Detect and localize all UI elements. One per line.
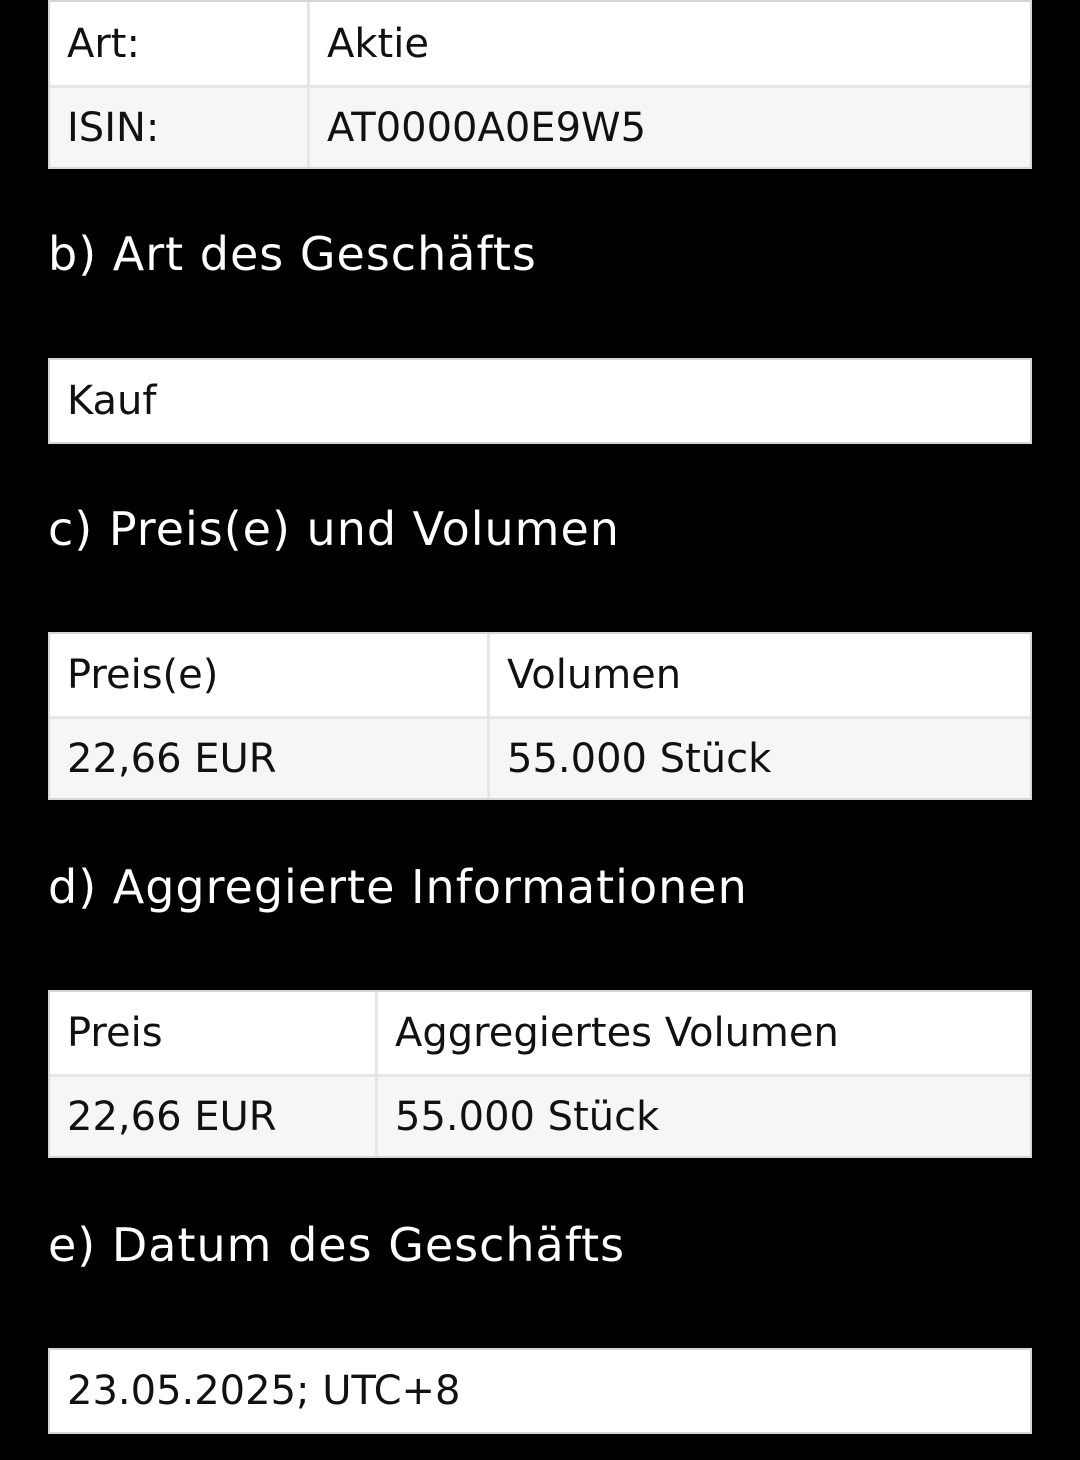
transaction-date-table bbox=[48, 1348, 1032, 1434]
section-c-heading: c) Preis(e) und Volumen bbox=[48, 502, 620, 556]
table-row bbox=[50, 716, 1030, 798]
table-row bbox=[50, 1074, 1030, 1156]
volume-value: 55.000 Stück bbox=[487, 719, 1030, 798]
transaction-date-value: 23.05.2025; UTC+8 bbox=[67, 1368, 461, 1414]
section-d-heading: d) Aggregierte Informationen bbox=[48, 860, 748, 914]
transaction-type-value: Kauf bbox=[67, 378, 157, 424]
price-volume-table bbox=[48, 632, 1032, 800]
table-row bbox=[50, 360, 1030, 442]
table-header-row bbox=[50, 634, 1030, 716]
aggregated-price-value: 22,66 EUR bbox=[67, 1093, 277, 1140]
price-header: Preis(e) bbox=[67, 652, 219, 698]
table-row-isin bbox=[50, 85, 1030, 167]
instrument-table bbox=[48, 0, 1032, 169]
table-row bbox=[50, 1350, 1030, 1432]
art-label: Art: bbox=[67, 20, 140, 67]
isin-value: AT0000A0E9W5 bbox=[307, 88, 1030, 167]
transaction-type-table bbox=[48, 358, 1032, 444]
aggregated-price-header: Preis bbox=[67, 1010, 163, 1056]
section-e-heading: e) Datum des Geschäfts bbox=[48, 1218, 626, 1272]
art-value: Aktie bbox=[307, 2, 1030, 85]
table-row-art bbox=[50, 2, 1030, 85]
isin-label: ISIN: bbox=[67, 104, 160, 151]
aggregated-volume-header: Aggregiertes Volumen bbox=[375, 992, 1030, 1074]
volume-header: Volumen bbox=[487, 634, 1030, 716]
price-value: 22,66 EUR bbox=[67, 735, 277, 782]
aggregated-volume-value: 55.000 Stück bbox=[375, 1077, 1030, 1156]
aggregated-info-table bbox=[48, 990, 1032, 1158]
section-b-heading: b) Art des Geschäfts bbox=[48, 227, 537, 281]
table-header-row bbox=[50, 992, 1030, 1074]
